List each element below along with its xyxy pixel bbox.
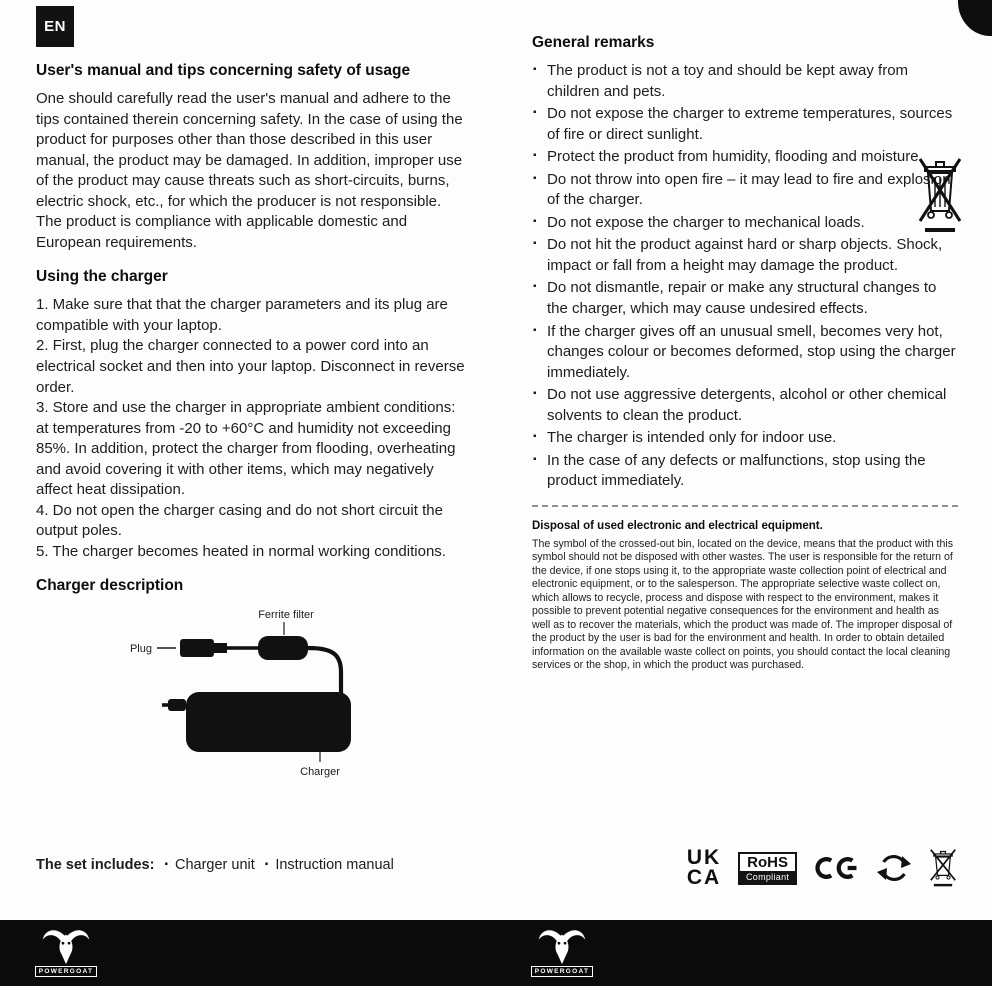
- using-step: 4. Do not open the charger casing and do not short circuit the output poles.: [36, 501, 443, 540]
- ferrite-filter-label: Ferrite filter: [258, 609, 314, 622]
- using-step: 3. Store and use the charger in appropriate ambient conditions: at temperatures from -20 to +60°C and humidity not exceeding 85%. In addition, protect the charger from flooding, overheating and avoid covering it with other items, which may negatively affect heat dissipation.: [36, 399, 456, 499]
- using-section: [36, 268, 468, 562]
- remark-item: ▪ Do not dismantle, repair or make any structural changes to the charger, which may cause undesired effects.: [532, 278, 958, 319]
- remark-item: ▪ If the charger gives off an unusual smell, becomes very hot, changes colour or becomes deformed, stop using the charger immediately.: [532, 322, 958, 384]
- safety-body: One should carefully read the user's manual and adhere to the tips contained therein concerning safety. In the case of using the product for purposes other than those described in this user manual, the product may be damaged. In addition, improper use of the product may cause threats such as short-circuits, burns, electric shock, etc., for which the producer is not responsible. The product is compliance with applicable domestic and European requirements.: [36, 90, 463, 251]
- footer-bar: [0, 920, 992, 986]
- weee-bin-small-icon: [928, 846, 958, 890]
- weee-bin-icon: [916, 150, 964, 238]
- certification-marks: [532, 846, 958, 890]
- set-item: ▪ Charger unit: [154, 857, 254, 873]
- rohs-compliant-label: Compliant: [740, 871, 795, 883]
- using-heading: Using the charger: [36, 268, 168, 286]
- charger-diagram: [36, 604, 468, 782]
- page-corner-artifact: [958, 0, 992, 36]
- remark-item: ▪ Do not expose the charger to extreme temperatures, sources of fire or direct sunlight.: [532, 104, 958, 145]
- safety-section: [36, 62, 468, 253]
- remark-item: ▪ Do not throw into open fire – it may lead to fire and explosion of the charger.: [532, 170, 958, 211]
- using-step: 5. The charger becomes heated in normal working conditions.: [36, 542, 446, 560]
- powergoat-logo: [532, 925, 592, 977]
- safety-heading: User's manual and tips concerning safety of usage: [36, 62, 411, 79]
- powergoat-wordmark: POWERGOAT: [531, 966, 594, 977]
- powergoat-wordmark: POWERGOAT: [35, 966, 98, 977]
- description-section: [36, 577, 468, 782]
- plug-label: Plug: [129, 643, 152, 656]
- charger-diagram-drawing: [36, 604, 468, 782]
- language-badge: EN: [36, 6, 74, 47]
- remark-item: ▪ Do not hit the product against hard or sharp objects. Shock, impact or fall from a height may damage the product.: [532, 235, 958, 276]
- dashed-divider: [532, 505, 958, 507]
- remark-item: ▪ Protect the product from humidity, flooding and moisture.: [532, 147, 958, 168]
- goat-head-icon: [40, 925, 92, 965]
- set-includes-label: The set includes:: [36, 857, 155, 873]
- disposal-heading: Disposal of used electronic and electrical equipment.: [532, 519, 823, 532]
- remark-item: ▪ Do not expose the charger to mechanical loads.: [532, 213, 958, 234]
- remark-item: ▪ The charger is intended only for indoor use.: [532, 428, 958, 449]
- remark-item: ▪ The product is not a toy and should be kept away from children and pets.: [532, 61, 958, 102]
- description-heading: Charger description: [36, 577, 184, 595]
- remarks-heading: General remarks: [532, 34, 655, 51]
- plug-icon: [180, 639, 238, 657]
- ferrite-filter-icon: [258, 636, 308, 660]
- charger-brick-icon: [162, 692, 351, 752]
- disposal-section: [532, 520, 958, 673]
- remarks-list: [532, 61, 958, 492]
- goat-head-icon: [536, 925, 588, 965]
- ukca-mark: [687, 848, 721, 888]
- cable: [308, 648, 341, 694]
- ukca-line2: CA: [686, 866, 722, 889]
- powergoat-logo: [36, 925, 96, 977]
- set-item: ▪ Instruction manual: [255, 857, 394, 873]
- disposal-body: The symbol of the crossed-out bin, located on the device, means that the product with this symbol should not be disposed with other wastes. The user is responsible for the return of the device, if one stops using it, to the appropriate waste collection point of electrical and electronic equipment, or to the salesperson. The appropriate selective waste collect on, which allows to recycle, process and dispose with respect to the environment, makes it possible to prevent potential negative consequences for the environment and health as well as to recover the materials, which the product was made of. The improper disposal of the product by the user is bad for the environment and health. In order to obtain detailed information on the available waste collect on points, you should contact the local cleaning services or the shop, in which the product was purchased.: [532, 537, 954, 672]
- ukca-line1: UK: [686, 846, 722, 870]
- ce-mark-icon: [814, 853, 860, 883]
- remark-item: ▪ In the case of any defects or malfunctions, stop using the product immediately.: [532, 451, 958, 492]
- recycle-icon: [877, 852, 911, 884]
- using-step: 2. First, plug the charger connected to a power cord into an electrical socket and then into your laptop. Disconnect in reverse order.: [36, 337, 465, 396]
- rohs-mark: [738, 852, 797, 885]
- set-includes-line: [36, 857, 394, 873]
- charger-label: Charger: [300, 766, 340, 779]
- right-column: [532, 34, 958, 672]
- rohs-label: RoHS: [747, 853, 788, 871]
- remark-item: ▪ Do not use aggressive detergents, alcohol or other chemical solvents to clean the product.: [532, 385, 958, 426]
- left-column: [36, 62, 468, 797]
- using-step: 1. Make sure that that the charger parameters and its plug are compatible with your laptop.: [36, 296, 448, 334]
